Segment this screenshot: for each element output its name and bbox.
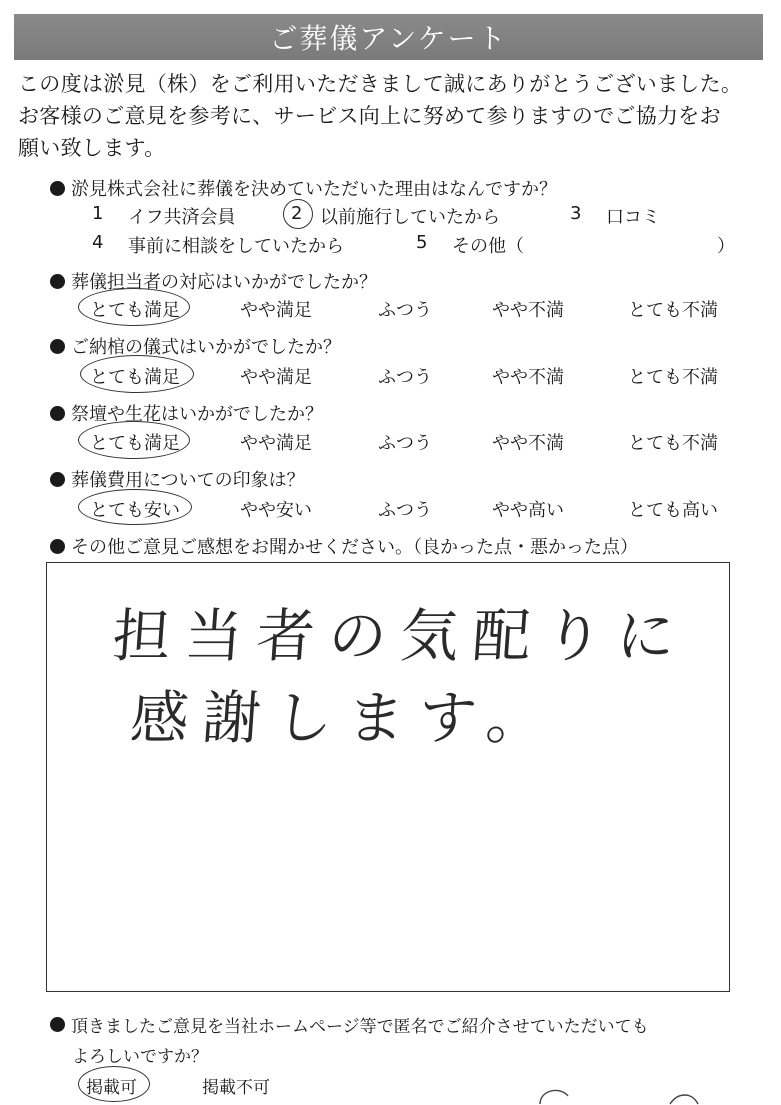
question-2 (50, 268, 377, 294)
question-1 (50, 175, 557, 201)
q2-option-1[interactable]: とても満足 (90, 300, 180, 321)
q1-option-2-num: 2 (291, 203, 303, 224)
q7-option-publish-ng[interactable]: 掲載不可 (202, 1078, 270, 1098)
q4-option-2[interactable]: やや満足 (240, 433, 312, 454)
intro-line-2: お客様のご意見を参考に、サービス向上に努めて参りますのでご協力をお (18, 104, 721, 128)
q1-option-1-num: 1 (92, 203, 104, 224)
q2-option-3[interactable]: ふつう (378, 300, 432, 321)
q1-option-5-num: 5 (416, 232, 428, 253)
q5-option-2[interactable]: やや安い (240, 500, 312, 521)
q5-option-1[interactable]: とても安い (90, 500, 180, 521)
q1-close-paren: ） (717, 236, 735, 257)
question-7 (50, 1012, 649, 1037)
q1-option-5-label[interactable]: その他（ (452, 236, 524, 257)
question-7-text-line-1: 頂きましたご意見を当社ホームページ等で匿名でご紹介させていただいても (71, 1017, 649, 1037)
handwritten-comment-line-1: 担当者の気配りに (110, 602, 692, 670)
q4-option-3[interactable]: ふつう (378, 433, 432, 454)
q4-option-4[interactable]: やや不満 (492, 433, 564, 454)
comment-box[interactable] (46, 562, 730, 992)
q3-option-3[interactable]: ふつう (378, 367, 432, 388)
bullet-icon (50, 339, 65, 354)
q1-option-1-label[interactable]: イフ共済会員 (128, 207, 236, 228)
q4-option-5[interactable]: とても不満 (628, 433, 718, 454)
q3-option-2[interactable]: やや満足 (240, 367, 312, 388)
q2-option-4[interactable]: やや不満 (492, 300, 564, 321)
question-6-text: その他ご意見ご感想をお聞かせください。（良かった点・悪かった点） (71, 537, 638, 558)
bullet-icon (50, 539, 65, 554)
bullet-icon (50, 1017, 65, 1032)
question-1-text: 淤見株式会社に葬儀を決めていただいた理由はなんですか？ (71, 179, 557, 200)
q1-option-3-num: 3 (570, 203, 582, 224)
intro-text (18, 68, 768, 164)
bullet-icon (50, 274, 65, 289)
bullet-icon (50, 181, 65, 196)
q3-option-1[interactable]: とても満足 (90, 367, 180, 388)
q1-option-4-label[interactable]: 事前に相談をしていたから (128, 236, 344, 257)
q1-option-4-num: 4 (92, 232, 104, 253)
question-5 (50, 466, 305, 492)
bullet-icon (50, 472, 65, 487)
q3-option-5[interactable]: とても不満 (628, 367, 718, 388)
intro-line-1: この度は淤見（株）をご利用いただきまして誠にありがとうございました。 (18, 72, 743, 96)
q1-option-2-label[interactable]: 以前施行していたから (320, 207, 500, 228)
q2-option-2[interactable]: やや満足 (240, 300, 312, 321)
q1-option-3-label[interactable]: 口コミ (606, 207, 660, 228)
q5-option-5[interactable]: とても高い (628, 500, 718, 521)
q2-option-5[interactable]: とても不満 (628, 300, 718, 321)
survey-title: ご葬儀アンケート (269, 22, 508, 55)
question-4-text: 祭壇や生花はいかがでしたか？ (71, 404, 323, 425)
question-7-text-line-2: よろしいですか？ (72, 1047, 208, 1067)
handwritten-comment-line-2: 感謝します。 (128, 684, 561, 752)
pen-scribble-icon (520, 1082, 720, 1105)
question-6 (50, 533, 638, 559)
q1-option-2-circle-mark (283, 199, 313, 229)
question-4 (50, 400, 323, 426)
intro-line-3: 願い致します。 (18, 136, 166, 160)
survey-title-bar (14, 14, 763, 60)
bullet-icon (50, 406, 65, 421)
question-3 (50, 333, 341, 359)
q5-option-4[interactable]: やや高い (492, 500, 564, 521)
q3-option-4[interactable]: やや不満 (492, 367, 564, 388)
question-3-text: ご納棺の儀式はいかがでしたか？ (71, 337, 341, 358)
q5-option-3[interactable]: ふつう (378, 500, 432, 521)
q4-option-1[interactable]: とても満足 (90, 433, 180, 454)
question-2-text: 葬儀担当者の対応はいかがでしたか？ (71, 272, 377, 293)
question-5-text: 葬儀費用についての印象は？ (71, 470, 305, 491)
q7-option-publish-ok[interactable]: 掲載可 (86, 1078, 137, 1098)
